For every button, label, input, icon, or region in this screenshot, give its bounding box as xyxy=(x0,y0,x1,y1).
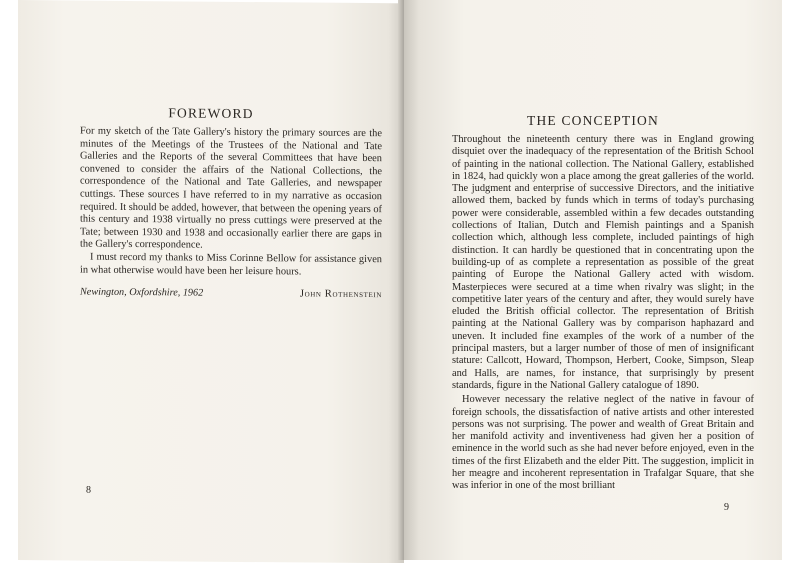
signature-author: John Rothenstein xyxy=(299,288,382,301)
foreword-signature xyxy=(80,287,382,301)
chapter-body xyxy=(452,134,754,493)
left-page xyxy=(18,0,404,563)
page-number-right: 9 xyxy=(724,502,729,513)
right-page xyxy=(404,0,782,560)
foreword-body xyxy=(80,126,382,280)
foreword-heading: FOREWORD xyxy=(168,105,254,122)
foreword-paragraph-2: I must record my thanks to Miss Corinne Bellow for assistance given in what otherwise would have been her leisure hours. xyxy=(80,251,382,278)
page-number-left: 8 xyxy=(86,484,91,496)
chapter-heading: THE CONCEPTION xyxy=(527,113,659,128)
chapter-paragraph-1: Throughout the nineteenth century there was in England growing disquiet over the inadequacy of the representation of the British School of painting in the national collection. The National Gallery, established in 1824, had quickly won a place among the great galleries of the world. The judgment and enterprise of successive Directors, and the initiative allowed them, backed by funds which in terms of today's purchasing power were considerable, assembled within a few decades outstanding collections of Italian, Dutch and Flemish paintings and a Spanish collection which, although less complete, included paintings of high distinction. It can hardly be questioned that in concentrating upon the building-up of as complete a representation as possible of the great painting of Europe the National Gallery acted with wisdom. Masterpieces were secured at a time when rivalry was slight; in the competitive later years of the century and after, they would surely have eluded the British official collector. The representation of British painting at the National Gallery was by comparison haphazard and uneven. It included fine examples of the work of a number of the principal masters, but a larger number of those of men of insignificant stature: Callcott, Howard, Thompson, Herbert, Cooke, Simpson, Sleap and Halls, are names, for instance, that surprisingly by present standards, figure in the National Gallery catalogue of 1890. xyxy=(452,134,754,391)
chapter-paragraph-2: However necessary the relative neglect of the native in favour of foreign schools, the dissatisfaction of native artists and other interested persons was not surprising. The power and wealth of Great Britain and her manifold activity and inventiveness had given her a position of eminence in the world such as she had never before enjoyed, even in the times of the first Elizabeth and the elder Pitt. The suggestion, implicit in her meagre and incoherent representation in Trafalgar Square, that she was inferior in one of the most brilliant xyxy=(452,394,754,492)
signature-place-date: Newington, Oxfordshire, 1962 xyxy=(80,286,204,299)
foreword-paragraph-1: For my sketch of the Tate Gallery's history the primary sources are the minutes of the Meetings of the Trustees of the National and Tate Galleries and the Reports of the several Committees that have been convened to consider the affairs of the National Collections, the correspondence of the National and Tate Galleries, and newspaper cuttings. These sources I have referred to in my narrative as occasion required. It should be added, however, that between the opening years of this century and 1938 virtually no press cuttings were preserved at the Tate; between 1930 and 1938 and occasionally earlier there are gaps in the Gallery's correspondence. xyxy=(80,125,382,251)
